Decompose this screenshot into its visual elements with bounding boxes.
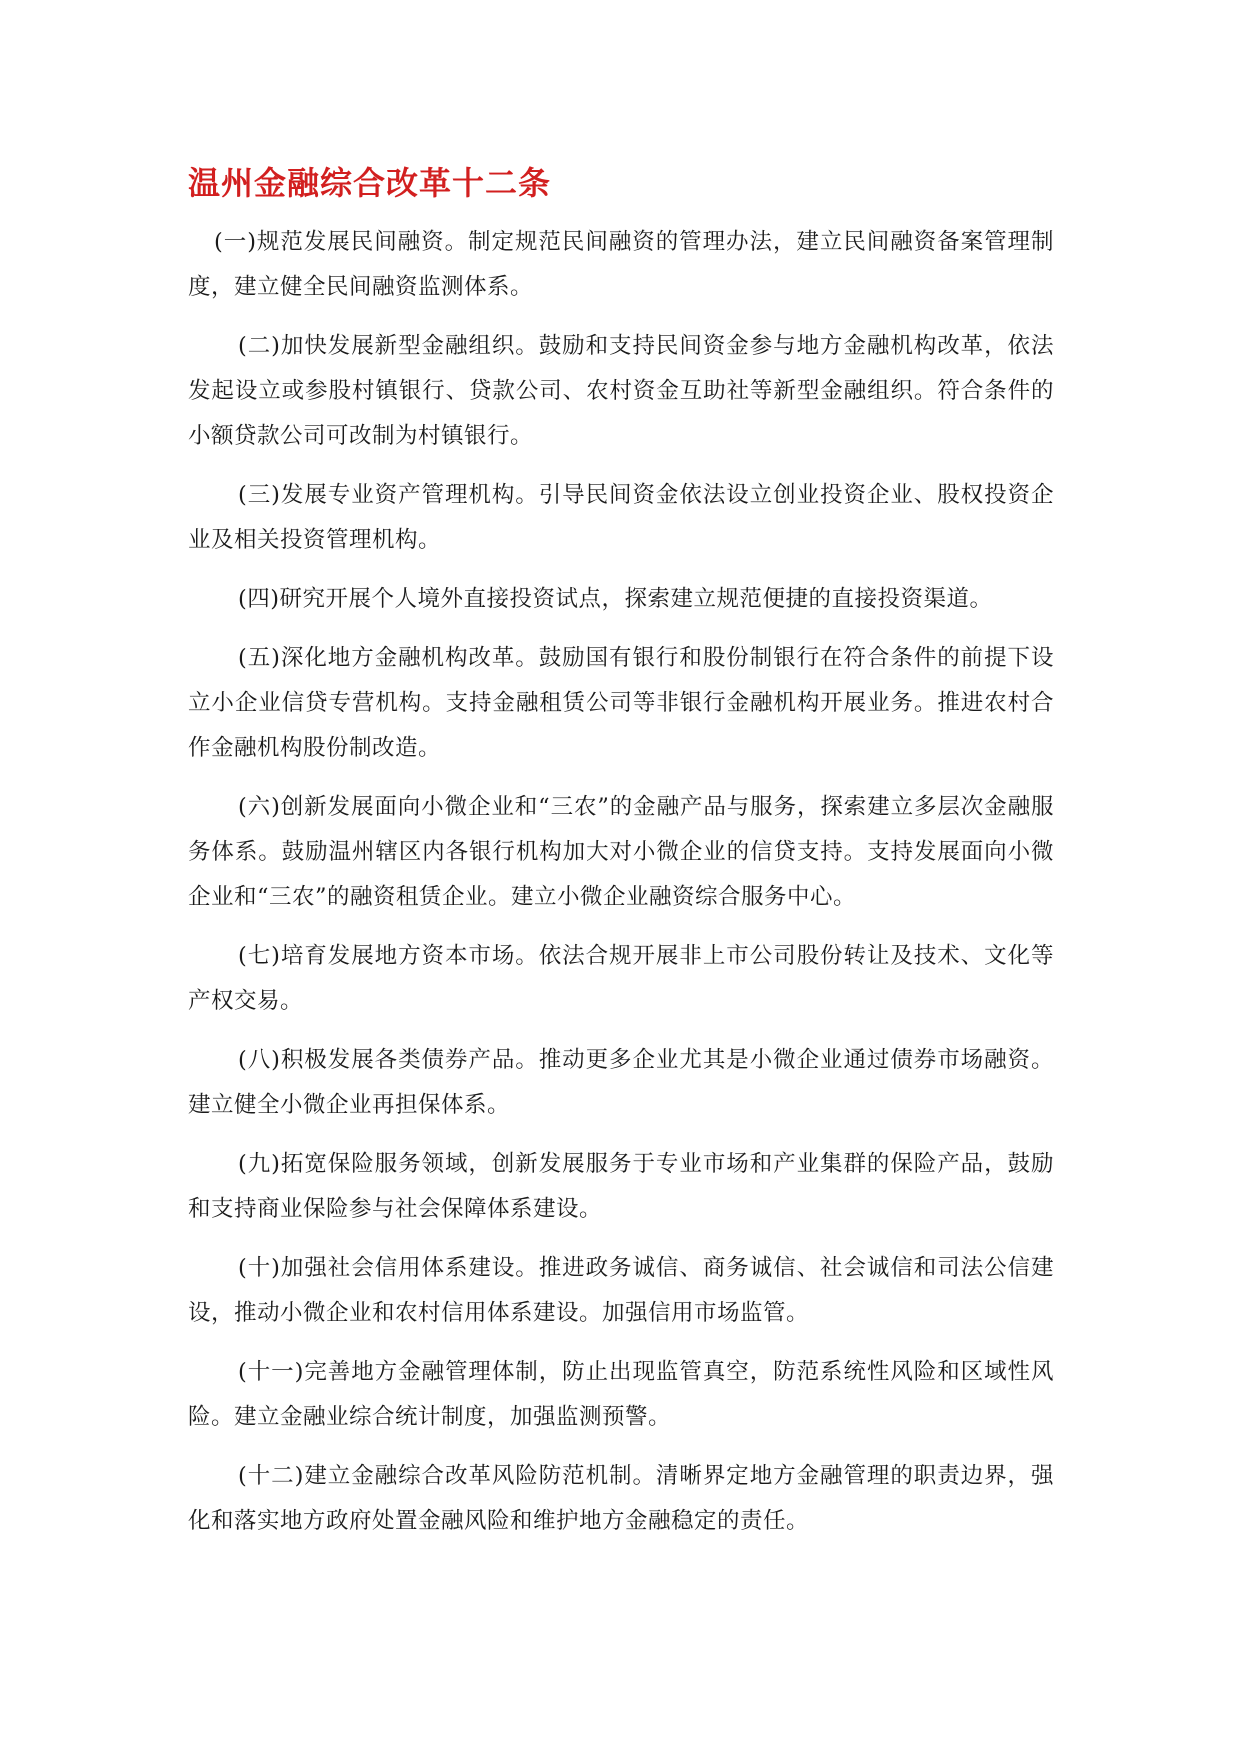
article-paragraph-12: (十二)建立金融综合改革风险防范机制。清晰界定地方金融管理的职责边界，强化和落实地方政府处置金融风险和维护地方金融稳定的责任。	[188, 1463, 1054, 1534]
article-paragraph-9: (九)拓宽保险服务领域，创新发展服务于专业市场和产业集群的保险产品，鼓励和支持商业保险参与社会保障体系建设。	[188, 1151, 1054, 1222]
article-paragraph-4: (四)研究开展个人境外直接投资试点，探索建立规范便捷的直接投资渠道。	[238, 586, 993, 612]
article-paragraph-3: (三)发展专业资产管理机构。引导民间资金依法设立创业投资企业、股权投资企业及相关投资管理机构。	[188, 482, 1054, 553]
article-paragraph-5: (五)深化地方金融机构改革。鼓励国有银行和股份制银行在符合条件的前提下设立小企业信贷专营机构。支持金融租赁公司等非银行金融机构开展业务。推进农村合作金融机构股份制改造。	[188, 645, 1054, 761]
article-paragraph-10: (十)加强社会信用体系建设。推进政务诚信、商务诚信、社会诚信和司法公信建设，推动小微企业和农村信用体系建设。加强信用市场监管。	[188, 1255, 1054, 1326]
document-title: 温州金融综合改革十二条	[188, 164, 552, 202]
article-paragraph-6: (六)创新发展面向小微企业和“三农”的金融产品与服务，探索建立多层次金融服务体系。鼓励温州辖区内各银行机构加大对小微企业的信贷支持。支持发展面向小微企业和“三农”的融资租赁企业。建立小微企业融资综合服务中心。	[188, 794, 1054, 910]
article-paragraph-2: (二)加快发展新型金融组织。鼓励和支持民间资金参与地方金融机构改革，依法发起设立或参股村镇银行、贷款公司、农村资金互助社等新型金融组织。符合条件的小额贷款公司可改制为村镇银行。	[188, 333, 1054, 449]
article-paragraph-8: (八)积极发展各类债券产品。推动更多企业尤其是小微企业通过债券市场融资。建立健全小微企业再担保体系。	[188, 1047, 1054, 1118]
document-page	[188, 160, 1054, 1558]
article-paragraph-7: (七)培育发展地方资本市场。依法合规开展非上市公司股份转让及技术、文化等产权交易。	[188, 943, 1054, 1014]
article-paragraph-1: (一)规范发展民间融资。制定规范民间融资的管理办法，建立民间融资备案管理制度，建立健全民间融资监测体系。	[188, 229, 1054, 300]
article-paragraph-11: (十一)完善地方金融管理体制，防止出现监管真空，防范系统性风险和区域性风险。建立金融业综合统计制度，加强监测预警。	[188, 1359, 1054, 1430]
